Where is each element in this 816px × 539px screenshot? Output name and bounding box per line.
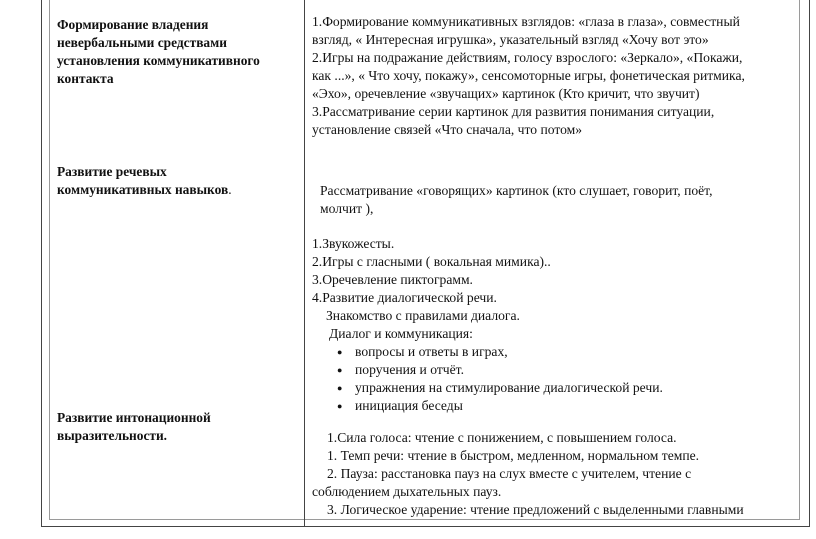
left-heading-line: установления коммуникативного: [57, 53, 260, 68]
right-text-line: Диалог и коммуникация:: [329, 326, 473, 341]
right-text-line: взгляд, « Интересная игрушка», указательный взгляд «Хочу вот это»: [312, 32, 709, 47]
bullet-text: упражнения на стимулирование диалогической речи.: [355, 380, 663, 395]
numbered-item: 2.Игры с гласными ( вокальная мимика)..: [312, 254, 551, 269]
inner-left-border: [49, 0, 50, 519]
left-heading-line: Развитие интонационной: [57, 410, 211, 425]
right-text-line: 3.Рассматривание серии картинок для развития понимания ситуации,: [312, 104, 715, 119]
right-text-line: 1.Сила голоса: чтение с понижением, с повышением голоса.: [327, 430, 677, 445]
left-heading-line: Формирование владения: [57, 17, 209, 32]
left-heading-intonation: [57, 409, 297, 445]
left-heading-line: выразительности.: [57, 428, 168, 443]
left-heading-line: Развитие речевых: [57, 164, 167, 179]
left-heading-text: коммуникативных навыков: [57, 182, 229, 197]
right-text-line: молчит ),: [320, 201, 374, 216]
right-text-line: как ...», « Что хочу, покажу», сенсомоторные игры, фонетическая ритмика,: [312, 68, 745, 83]
left-heading-line: контакта: [57, 71, 114, 86]
numbered-item: 1.Звукожесты.: [312, 236, 395, 251]
left-heading-period: .: [228, 182, 232, 197]
left-heading-nonverbal: [57, 16, 297, 88]
right-text-line: соблюдением дыхательных пауз.: [312, 484, 502, 499]
right-text-line: 1.Формирование коммуникативных взглядов: «глаза в глаза», совместный: [312, 14, 740, 29]
numbered-item: 3.Оречевление пиктограмм.: [312, 272, 473, 287]
bullet-text: поручения и отчёт.: [355, 362, 464, 377]
right-text-line: «Эхо», оречевление «звучащих» картинок (Кто кричит, что звучит): [312, 86, 700, 101]
bullet-text: инициация беседы: [355, 398, 463, 413]
numbered-item: 4.Развитие диалогической речи.: [312, 290, 497, 305]
inner-bottom-border: [49, 519, 800, 520]
column-divider: [304, 0, 305, 526]
numbered-item: 3. Логическое ударение: чтение предложений с выделенными главными: [327, 502, 744, 517]
numbered-item: 1. Темп речи: чтение в быстром, медленном, нормальном темпе.: [327, 448, 700, 463]
right-text-line: 2.Игры на подражание действиям, голосу взрослого: «Зеркало», «Покажи,: [312, 50, 743, 65]
left-heading-line: [57, 181, 297, 199]
left-heading-speech: [57, 163, 297, 199]
inner-right-border: [799, 0, 800, 519]
right-text-line: Рассматривание «говорящих» картинок (кто слушает, говорит, поёт,: [320, 183, 713, 198]
right-text-line: установление связей «Что сначала, что потом»: [312, 122, 583, 137]
bullet-text: вопросы и ответы в играх,: [355, 344, 508, 359]
left-heading-line: невербальными средствами: [57, 35, 227, 50]
numbered-item: 2. Пауза: расстановка пауз на слух вместе с учителем, чтение с: [327, 466, 692, 481]
right-text-line: Знакомство с правилами диалога.: [326, 308, 520, 323]
